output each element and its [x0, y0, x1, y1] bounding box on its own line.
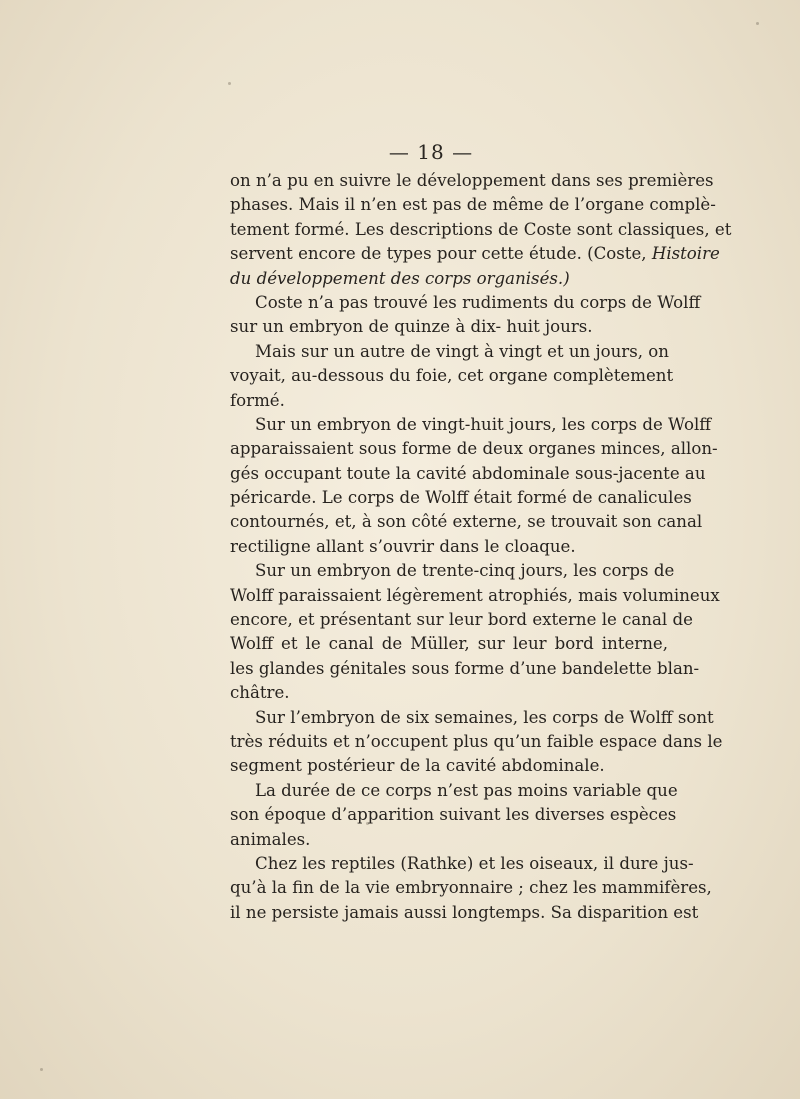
- text-line: il ne persiste jamais aussi longtemps. Sa disparition est: [230, 902, 699, 922]
- body-text: [230, 169, 732, 925]
- text-line: sur un embryon de quinze à dix- huit jours.: [230, 317, 593, 337]
- text-line: apparaissaient sous forme de deux organes minces, allon-: [230, 439, 718, 459]
- text-line: Coste n’a pas trouvé les rudiments du corps de Wolff: [255, 292, 701, 312]
- text-line: rectiligne allant s’ouvrir dans le cloaque.: [230, 536, 576, 556]
- text-line: on n’a pu en suivre le développement dans ses premières: [230, 171, 714, 190]
- text-line: Sur l’embryon de six semaines, les corps de Wolff sont: [255, 707, 714, 727]
- text-line: du développement des corps organisés.): [230, 268, 570, 288]
- text-line: Sur un embryon de trente-cinq jours, les corps de: [255, 561, 675, 581]
- text-line: formé.: [230, 390, 285, 410]
- text-line: animales.: [230, 829, 311, 849]
- text-line: péricarde. Le corps de Wolff était formé de canalicules: [230, 488, 692, 508]
- text-line: Sur un embryon de vingt-huit jours, les corps de Wolff: [255, 414, 712, 434]
- text-line: encore, et présentant sur leur bord externe le canal de: [230, 610, 693, 630]
- text-line: tement formé. Les descriptions de Coste sont classiques, et: [230, 219, 732, 239]
- text-line: son époque d’apparition suivant les diverses espèces: [230, 805, 677, 825]
- text-line: Wolff et le canal de Müller, sur leur bord interne,: [230, 634, 668, 654]
- text-line: Wolff paraissaient légèrement atrophiés, mais volumineux: [230, 585, 720, 605]
- text-line: Chez les reptiles (Rathke) et les oiseaux, il dure jus-: [255, 853, 694, 873]
- text-line: les glandes génitales sous forme d’une bandelette blan-: [230, 658, 700, 678]
- text-line: voyait, au-dessous du foie, cet organe complètement: [230, 366, 674, 386]
- paper-speck: [228, 82, 231, 85]
- text-line: servent encore de types pour cette étude. (Coste, Histoire: [230, 244, 720, 264]
- text-line: La durée de ce corps n’est pas moins variable que: [255, 780, 678, 800]
- page-number: — 18 —: [388, 140, 474, 164]
- text-line: Mais sur un autre de vingt à vingt et un jours, on: [255, 341, 669, 361]
- text-line: châtre.: [230, 683, 290, 703]
- text-line: très réduits et n’occupent plus qu’un faible espace dans le: [230, 731, 723, 751]
- text-line: contournés, et, à son côté externe, se trouvait son canal: [230, 512, 703, 532]
- text-line: qu’à la fin de la vie embryonnaire ; chez les mammifères,: [230, 878, 712, 898]
- paper-speck: [40, 1068, 43, 1071]
- text-line: phases. Mais il n’en est pas de même de l’organe complè-: [230, 195, 716, 215]
- text-line: segment postérieur de la cavité abdominale.: [230, 756, 605, 776]
- paper-speck: [756, 22, 759, 25]
- text-line: gés occupant toute la cavité abdominale sous-jacente au: [230, 463, 706, 483]
